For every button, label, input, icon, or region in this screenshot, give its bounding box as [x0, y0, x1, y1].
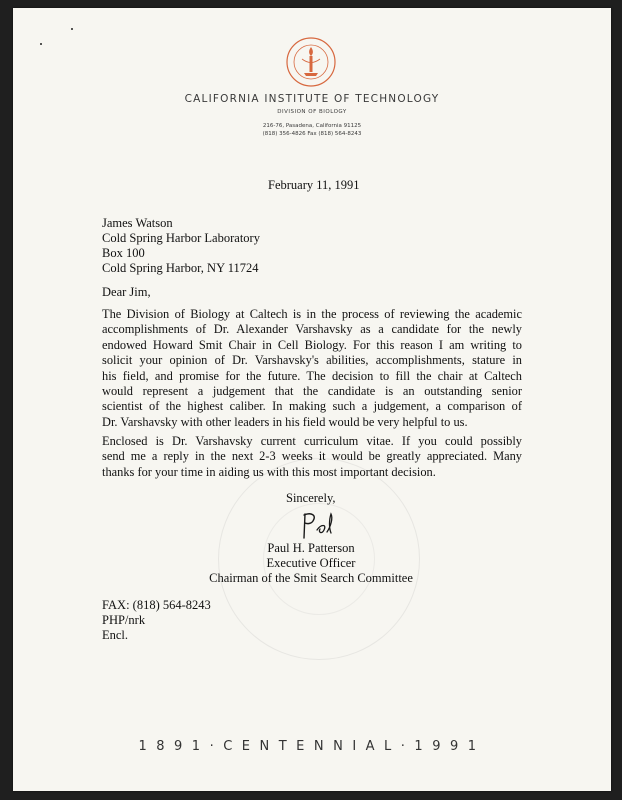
footer-notes — [102, 598, 211, 643]
letter-page — [13, 8, 611, 791]
body-paragraph-1 — [102, 307, 522, 430]
paragraph-line: solicit your opinion of Dr. Varshavsky's abilities, accomplishments, stature in — [102, 353, 522, 368]
paragraph-line: The Division of Biology at Caltech is in the process of reviewing the academic — [102, 307, 522, 321]
paragraph-line: scientist of the highest caliber. In making such a judgement, a comparison of — [102, 399, 522, 414]
paragraph-line: thanks for your time in aiding us with this most important decision. — [102, 464, 436, 479]
signer-name: Paul H. Patterson — [267, 541, 355, 555]
closing: Sincerely, — [286, 491, 336, 505]
paragraph-line: send me a reply in the next 2-3 weeks it would be greatly appreciated. Many — [102, 449, 522, 464]
speck — [71, 28, 73, 30]
body-paragraph-2 — [102, 434, 522, 480]
recipient-line: Cold Spring Harbor, NY 11724 — [102, 261, 259, 275]
caltech-seal-icon — [285, 36, 337, 88]
signer-title: Executive Officer — [266, 556, 356, 570]
initials-note: PHP/nrk — [102, 613, 146, 627]
recipient-line: Box 100 — [102, 246, 145, 260]
paragraph-line: Dr. Varshavsky with other leaders in his field would be very helpful to us. — [102, 414, 468, 429]
division-name: DIVISION OF BIOLOGY — [277, 109, 347, 115]
signer-block — [201, 541, 421, 586]
salutation: Dear Jim, — [102, 285, 151, 299]
paragraph-line: Enclosed is Dr. Varshavsky current curriculum vitae. If you could possibly — [102, 434, 522, 448]
speck — [40, 43, 42, 45]
paragraph-line: accomplishments of Dr. Alexander Varshavsky as a candidate for the newly — [102, 322, 522, 337]
paragraph-line: endowed Howard Smit Chair in Cell Biology. For this reason I am writing to — [102, 337, 522, 352]
recipient-line: James Watson — [102, 216, 173, 230]
fax-note: FAX: (818) 564-8243 — [102, 598, 211, 612]
signer-role: Chairman of the Smit Search Committee — [209, 571, 413, 585]
institution-phone-fax: (818) 356-4826 Fax (818) 564-8243 — [262, 131, 362, 137]
paragraph-line: his field, and promise for the future. The decision to fill the chair at Caltech — [102, 368, 522, 383]
institution-name: CALIFORNIA INSTITUTE OF TECHNOLOGY — [184, 93, 440, 105]
centennial-footer: 1891·CENTENNIAL·1991 — [138, 739, 486, 754]
paragraph-line: would represent a judgement that the candidate is an outstanding senior — [102, 384, 522, 399]
enclosure-note: Encl. — [102, 628, 129, 642]
recipient-address-block — [102, 216, 260, 276]
handwritten-signature — [291, 508, 351, 540]
letter-date: February 11, 1991 — [268, 178, 360, 192]
institution-address: 216-76, Pasadena, California 91125 — [262, 123, 362, 129]
recipient-line: Cold Spring Harbor Laboratory — [102, 231, 260, 245]
